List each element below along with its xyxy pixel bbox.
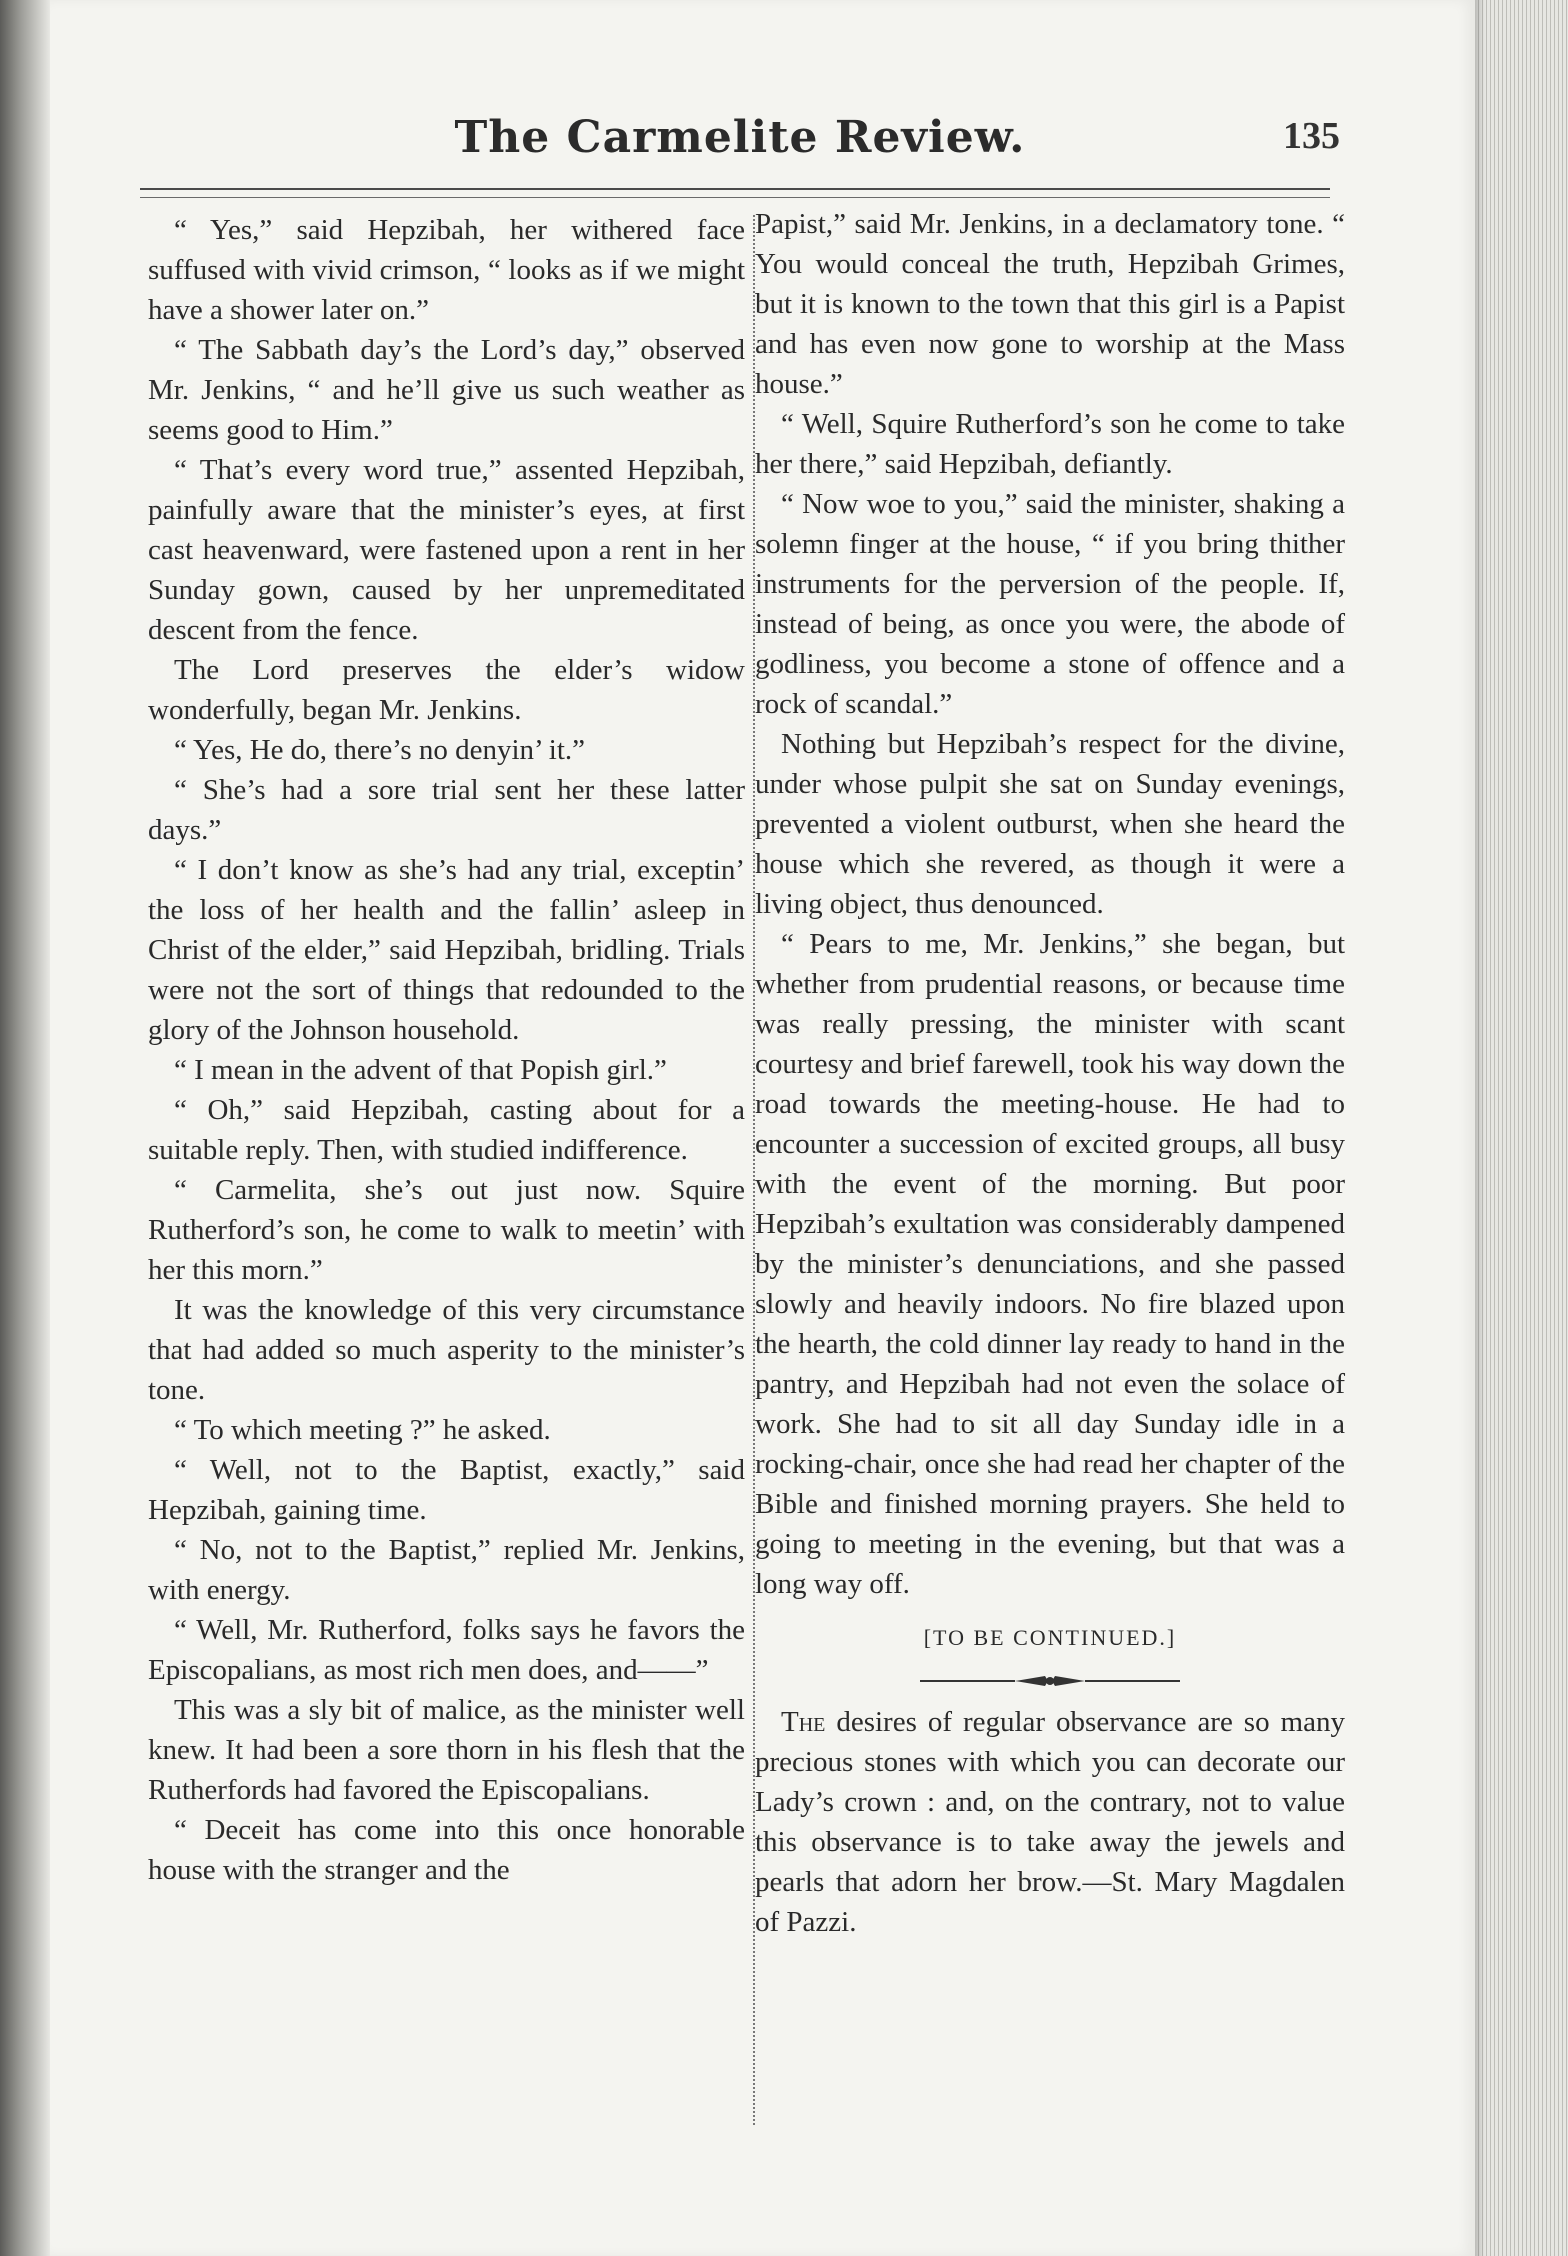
paragraph: “ I don’t know as she’s had any trial, exceptin’ the loss of her health and the fallin’ asleep in Christ of the elder,” said Hepzibah, bridling. Trials were not the sort of things that redounded to the glory of the Johnson household. — [148, 854, 745, 1046]
paragraph: “ To which meeting ?” he asked. — [174, 1414, 551, 1446]
paragraph: “ Yes,” said Hepzibah, her withered face suffused with vivid crimson, “ looks as if we might have a shower later on.” — [148, 214, 745, 326]
running-header — [130, 112, 1350, 182]
paragraph: “ Well, Mr. Rutherford, folks says he favors the Episcopalians, as most rich men does, and——” — [148, 1614, 745, 1686]
paragraph: “ I mean in the advent of that Popish girl.” — [174, 1054, 667, 1086]
paragraph: Papist,” said Mr. Jenkins, in a declamatory tone. “ You would conceal the truth, Hepzibah Grimes, but it is known to the town that this girl is a Papist and has even now gone to worship at the Mass house.” — [755, 208, 1345, 400]
paragraph: “ Well, Squire Rutherford’s son he come to take her there,” said Hepzibah, defiantly. — [755, 408, 1345, 480]
right-column — [755, 204, 1345, 1942]
header-rule — [140, 188, 1330, 190]
paragraph: “ Oh,” said Hepzibah, casting about for a suitable reply. Then, with studied indifference. — [148, 1094, 745, 1166]
paragraph: “ Carmelita, she’s out just now. Squire Rutherford’s son, he come to walk to meetin’ with her this morn.” — [148, 1174, 745, 1286]
page-stack-edge — [1475, 0, 1568, 2256]
page-number: 135 — [1283, 115, 1340, 157]
paragraph: It was the knowledge of this very circumstance that had added so much asperity to the minister’s tone. — [148, 1294, 745, 1406]
quote-text: desires of regular observance are so many precious stones with which you can decorate our Lady’s crown : and, on the contrary, not to value this observance is to take away the jewels and pearls that adorn her brow.—St. Mary Magdalen of Pazzi. — [755, 1706, 1345, 1938]
paragraph: “ Now woe to you,” said the minister, shaking a solemn finger at the house, “ if you bring thither instruments for the perversion of the people. If, instead of being, as once you were, the abode of godliness, you become a stone of offence and a rock of scandal.” — [755, 488, 1345, 720]
paragraph: “ The Sabbath day’s the Lord’s day,” observed Mr. Jenkins, “ and he’ll give us such weather as seems good to Him.” — [148, 334, 745, 446]
paragraph: The Lord preserves the elder’s widow wonderfully, began Mr. Jenkins. — [148, 654, 745, 726]
paragraph: “ That’s every word true,” assented Hepzibah, painfully aware that the minister’s eyes, at first cast heavenward, were fastened upon a rent in her Sunday gown, caused by her unpremeditated descent from the fence. — [148, 454, 745, 646]
to-be-continued: [TO BE CONTINUED.] — [923, 1625, 1177, 1650]
paragraph: “ Yes, He do, there’s no denyin’ it.” — [174, 734, 586, 766]
paragraph: “ No, not to the Baptist,” replied Mr. Jenkins, with energy. — [148, 1534, 745, 1606]
quote-lead: The — [781, 1706, 826, 1738]
header-rule-thin — [140, 197, 1330, 198]
ornament-divider-icon — [920, 1670, 1180, 1692]
page-edge-shadow — [1475, 0, 1485, 2256]
paragraph: “ Well, not to the Baptist, exactly,” said Hepzibah, gaining time. — [148, 1454, 745, 1526]
paragraph: “ Deceit has come into this once honorable house with the stranger and the — [148, 1814, 745, 1886]
paragraph: “ Pears to me, Mr. Jenkins,” she began, but whether from prudential reasons, or because time was really pressing, the minister with scant courtesy and brief farewell, took his way down the road towards the meeting-house. He had to encounter a succession of excited groups, all busy with the event of the morning. But poor Hepzibah’s exultation was considerably dampened by the minister’s denunciations, and she passed slowly and heavily indoors. No fire blazed upon the hearth, the cold dinner lay ready to hand in the pantry, and Hepzibah had not even the solace of work. She had to sit all day Sunday idle in a rocking-chair, once she had read her chapter of the Bible and finished morning prayers. She held to going to meeting in the evening, but that was a long way off. — [755, 928, 1345, 1600]
left-column — [148, 210, 745, 1890]
paragraph: This was a sly bit of malice, as the minister well knew. It had been a sore thorn in his flesh that the Rutherfords had favored the Episcopalians. — [148, 1694, 745, 1806]
closing-quote — [755, 1702, 1345, 1942]
journal-title: The Carmelite Review. — [454, 112, 1026, 163]
paragraph: “ She’s had a sore trial sent her these latter days.” — [148, 774, 745, 846]
book-gutter-left — [0, 0, 50, 2256]
paragraph: Nothing but Hepzibah’s respect for the divine, under whose pulpit she sat on Sunday evenings, prevented a violent outburst, when she heard the house which she revered, as though it were a living object, thus denounced. — [755, 728, 1345, 920]
